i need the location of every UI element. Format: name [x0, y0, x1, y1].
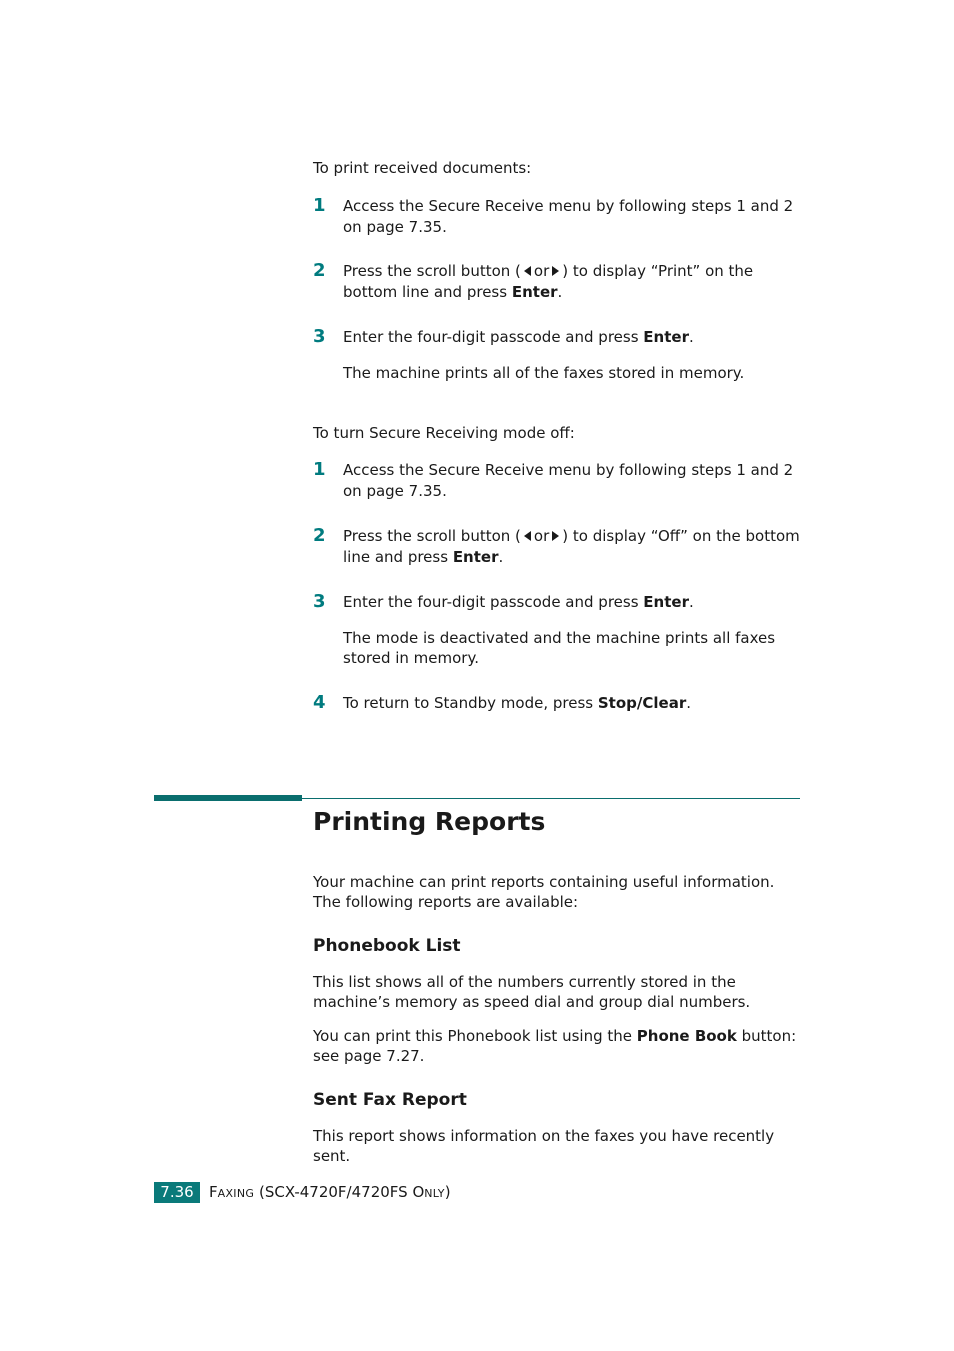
step-text: To return to Standby mode, press Stop/Clear. — [343, 694, 691, 712]
step-number: 3 — [313, 591, 326, 612]
off-intro: To turn Secure Receiving mode off: — [313, 424, 575, 442]
right-arrow-icon — [552, 531, 559, 541]
left-arrow-icon — [524, 531, 531, 541]
sent-fax-desc: This report shows information on the faxes you have recently sent. — [313, 1127, 775, 1165]
reports-intro: Your machine can print reports containing useful information. The following reports are available: — [313, 873, 775, 911]
step-note: The mode is deactivated and the machine prints all faxes stored in memory. — [343, 629, 776, 667]
step-text: Access the Secure Receive menu by following steps 1 and 2 on page 7.35. — [343, 197, 794, 236]
phonebook-heading: Phonebook List — [313, 936, 461, 956]
step-text: Press the scroll button ( or ) to display “Off” on the bottom line and press Enter. — [343, 527, 800, 566]
phonebook-desc: This list shows all of the numbers currently stored in the machine’s memory as speed dial and group dial numbers. — [313, 973, 751, 1011]
section-bar — [154, 795, 302, 801]
phonebook-print-info: You can print this Phonebook list using the Phone Book button: see page 7.27. — [313, 1027, 797, 1065]
page-number: 7.36 — [154, 1182, 200, 1203]
step-note: The machine prints all of the faxes stored in memory. — [343, 364, 745, 382]
step-number: 1 — [313, 195, 326, 216]
step-text: Press the scroll button ( or ) to display “Print” on the bottom line and press Enter. — [343, 262, 754, 301]
sent-fax-heading: Sent Fax Report — [313, 1090, 467, 1110]
step-number: 4 — [313, 692, 326, 713]
print-intro: To print received documents: — [313, 159, 532, 177]
step-number: 2 — [313, 260, 326, 281]
step-text: Enter the four-digit passcode and press Enter. — [343, 593, 694, 611]
step-text: Enter the four-digit passcode and press Enter. — [343, 328, 694, 346]
step-number: 1 — [313, 459, 326, 480]
step-number: 2 — [313, 525, 326, 546]
step-text: Access the Secure Receive menu by following steps 1 and 2 on page 7.35. — [343, 461, 794, 500]
step-number: 3 — [313, 326, 326, 347]
section-rule — [302, 798, 800, 799]
left-arrow-icon — [524, 266, 531, 276]
footer-chapter-title: FAXING (SCX-4720F/4720FS ONLY) — [209, 1183, 451, 1201]
right-arrow-icon — [552, 266, 559, 276]
section-title: Printing Reports — [313, 807, 546, 836]
